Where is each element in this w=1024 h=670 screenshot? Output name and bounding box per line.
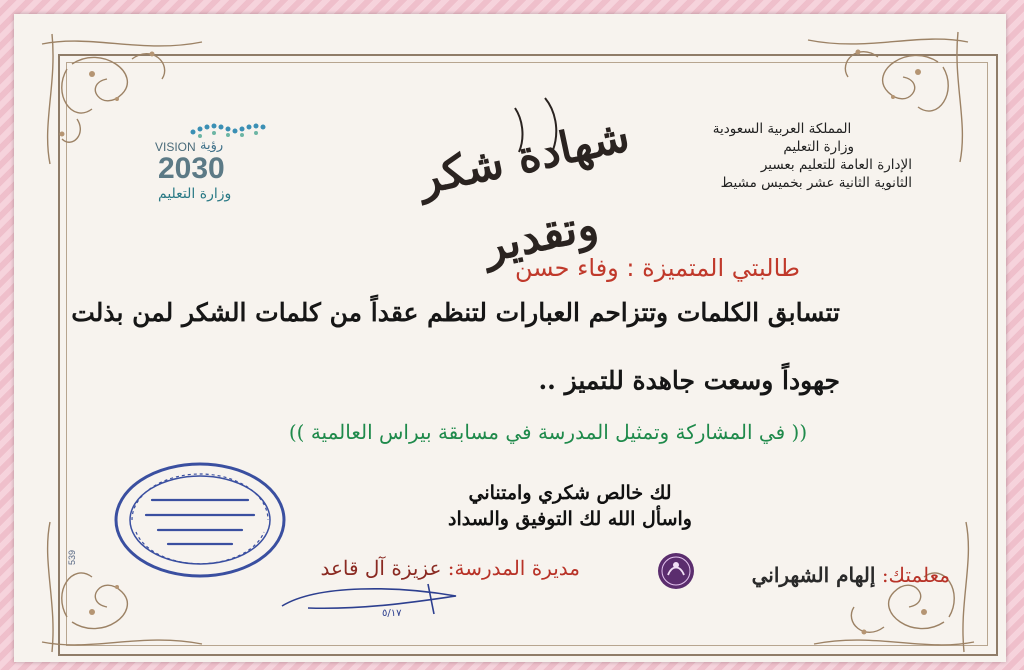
principal-signature-line [300,556,580,580]
principal-signature [278,580,478,620]
vision-dots-icon [188,118,268,140]
vision-2030-logo [150,118,300,206]
ministry-logo-text: وزارة التعليم [158,186,232,202]
teacher-label: معلمتك: [881,563,950,587]
reason-line: (( في المشاركة وتمثيل المدرسة في مسابقة بيراس العالمية )) [288,420,808,444]
header-school: الثانوية الثانية عشر بخميس مشيط [720,175,912,191]
teacher-badge-icon [656,551,696,591]
thanks-block [440,480,700,532]
body-line-2: جهوداً وسعت جاهدة للتميز .. [538,366,840,395]
header-country: المملكة العربية السعودية [712,121,852,137]
thanks-line-1: لك خالص شكري وامتناني [468,482,672,504]
signature-date: ٥/١٧ [382,608,402,619]
header-directorate: الإدارة العامة للتعليم بعسير [760,157,912,173]
teacher-name: إلهام الشهراني [751,563,876,587]
thanks-line-2: واسأل الله لك التوفيق والسداد [448,508,692,530]
body-line-1: تتسابق الكلمات وتتزاحم العبارات لتنظم عقداً من كلمات الشكر لمن بذلت [71,298,840,327]
student-line: طالبتي المتميزة : وفاء حسن [514,254,800,282]
school-stamp [112,460,288,580]
certificate-title: شهادة شكر وتقدير [413,110,634,273]
issuer-header [652,120,912,192]
principal-name: عزيزة آل قاعد [320,556,442,580]
vision-label-ar: رؤية [200,138,224,153]
principal-label: مديرة المدرسة: [447,556,580,580]
vision-label: VISION [155,140,196,154]
side-number: 539 [67,549,77,565]
header-ministry: وزارة التعليم [783,139,854,155]
vision-year: 2030 [158,152,225,185]
teacher-signature-line [700,563,950,587]
ornament-corner-bottom-right [794,512,984,662]
